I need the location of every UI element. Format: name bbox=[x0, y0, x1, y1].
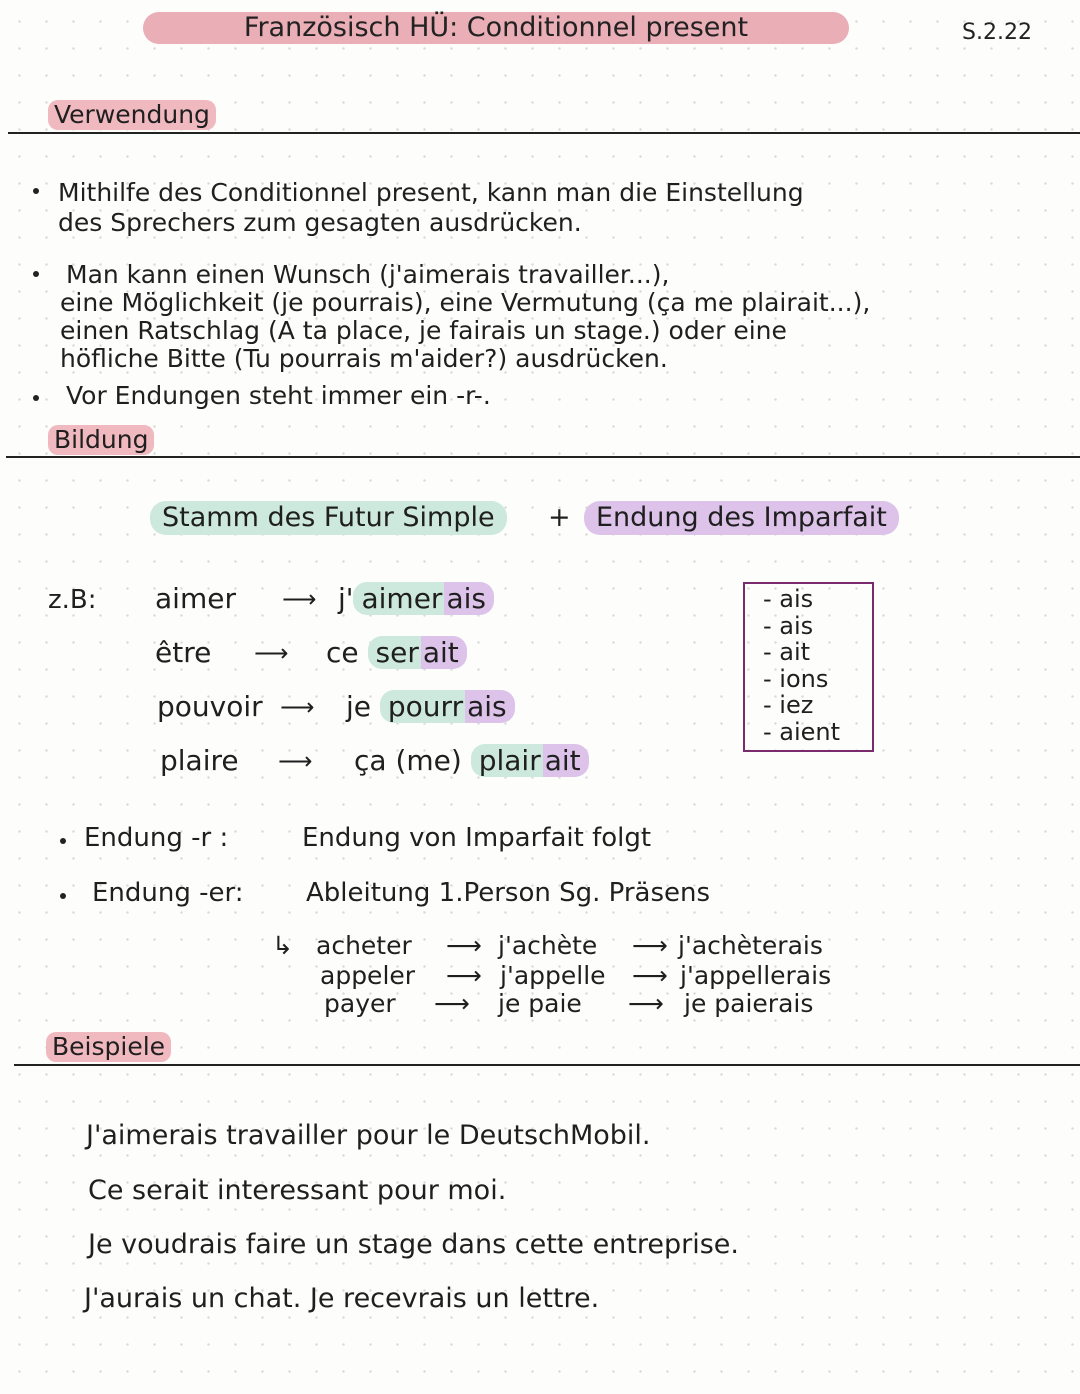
formula-stem: Stamm des Futur Simple bbox=[150, 501, 507, 535]
result-prefix: ce bbox=[326, 636, 368, 669]
section-divider bbox=[14, 1064, 1080, 1066]
derivation-present: je paie bbox=[498, 989, 582, 1018]
ending-item: - ais bbox=[763, 611, 814, 640]
example-result bbox=[326, 636, 467, 670]
section-divider bbox=[8, 132, 1080, 134]
example-result bbox=[354, 744, 589, 778]
rule-1-text: Endung von Imparfait folgt bbox=[302, 823, 652, 853]
derivation-infinitive: acheter bbox=[316, 931, 412, 960]
arrow-icon: ⟶ bbox=[278, 747, 313, 775]
example-verb: aimer bbox=[155, 582, 236, 615]
verwendung-bullet-2-line-4: höfliche Bitte (Tu pourrais m'aider?) ausdrücken. bbox=[60, 344, 668, 373]
ending-highlight: ait bbox=[543, 744, 589, 777]
example-verb: plaire bbox=[160, 744, 239, 777]
example-sentence: Ce serait interessant pour moi. bbox=[88, 1175, 507, 1206]
derivation-present: j'achète bbox=[498, 931, 598, 960]
rule-1-label: Endung -r : bbox=[84, 823, 229, 853]
derivation-infinitive: appeler bbox=[320, 961, 416, 990]
formula-plus: + bbox=[548, 502, 571, 533]
verwendung-bullet-2-line-2: eine Möglichkeit (je pourrais), eine Vermutung (ça me plairait...), bbox=[60, 288, 871, 317]
stem-highlight: pourr bbox=[380, 690, 465, 723]
section-heading-bildung: Bildung bbox=[48, 425, 154, 455]
example-verb: être bbox=[155, 636, 212, 669]
example-result bbox=[338, 582, 494, 616]
verwendung-bullet-1-line-1: Mithilfe des Conditionnel present, kann man die Einstellung bbox=[58, 178, 804, 207]
arrow-icon: ⟶ bbox=[282, 585, 317, 613]
derivation-conditional: j'achèterais bbox=[678, 931, 823, 960]
example-verb: pouvoir bbox=[157, 690, 263, 723]
ending-highlight: ais bbox=[465, 690, 515, 723]
rule-2-text: Ableitung 1.Person Sg. Präsens bbox=[306, 878, 711, 908]
verwendung-bullet-1-line-2: des Sprechers zum gesagten ausdrücken. bbox=[58, 208, 582, 237]
rule-2-label: Endung -er: bbox=[92, 878, 244, 908]
derivation-present: j'appelle bbox=[500, 961, 606, 990]
derivation-infinitive: payer bbox=[324, 989, 396, 1018]
ending-item: - ions bbox=[763, 664, 829, 693]
derivation-conditional: j'appellerais bbox=[680, 961, 832, 990]
arrow-icon: ⟶ bbox=[446, 931, 482, 960]
arrow-icon: ⟶ bbox=[632, 931, 668, 960]
date-label: S.2.22 bbox=[962, 20, 1032, 45]
ending-item: - aient bbox=[763, 717, 841, 746]
result-prefix: ça (me) bbox=[354, 744, 471, 777]
ending-highlight: ais bbox=[444, 582, 494, 615]
verwendung-bullet-3: Vor Endungen steht immer ein -r-. bbox=[66, 381, 491, 410]
arrow-icon: ⟶ bbox=[628, 989, 664, 1018]
derivation-conditional: je paierais bbox=[684, 989, 814, 1018]
example-sentence: Je voudrais faire un stage dans cette entreprise. bbox=[88, 1229, 739, 1260]
section-heading-beispiele: Beispiele bbox=[46, 1032, 171, 1062]
arrow-icon: ⟶ bbox=[632, 961, 668, 990]
result-prefix: je bbox=[346, 690, 380, 723]
section-divider bbox=[6, 456, 1080, 458]
ending-item: - ait bbox=[763, 638, 811, 666]
formula-ending: Endung des Imparfait bbox=[584, 501, 899, 535]
stem-highlight: aimer bbox=[353, 582, 444, 615]
result-prefix: j' bbox=[338, 582, 354, 615]
stem-highlight: plair bbox=[471, 744, 543, 777]
bullet-dot bbox=[33, 188, 39, 194]
example-result bbox=[346, 690, 515, 724]
example-sentence: J'aimerais travailler pour le DeutschMobil. bbox=[86, 1120, 651, 1151]
bullet-dot bbox=[33, 395, 39, 401]
example-sentence: J'aurais un chat. Je recevrais un lettre. bbox=[84, 1283, 600, 1314]
ending-item: - iez bbox=[763, 691, 814, 719]
derivation-lead-icon: ↳ bbox=[272, 931, 293, 960]
bullet-dot bbox=[60, 838, 66, 844]
page-title: Französisch HÜ: Conditionnel present bbox=[143, 12, 849, 44]
verwendung-bullet-2-line-3: einen Ratschlag (A ta place, je fairais un stage.) oder eine bbox=[60, 316, 787, 345]
section-heading-verwendung: Verwendung bbox=[48, 100, 216, 130]
bullet-dot bbox=[60, 893, 66, 899]
ending-highlight: ait bbox=[421, 636, 467, 669]
arrow-icon: ⟶ bbox=[280, 693, 315, 721]
arrow-icon: ⟶ bbox=[434, 989, 470, 1018]
arrow-icon: ⟶ bbox=[254, 639, 289, 667]
zb-label: z.B: bbox=[48, 585, 97, 615]
ending-item: - ais bbox=[763, 585, 814, 613]
verwendung-bullet-2-line-1: Man kann einen Wunsch (j'aimerais travailler...), bbox=[66, 260, 670, 289]
arrow-icon: ⟶ bbox=[446, 961, 482, 990]
imparfait-endings-box bbox=[743, 582, 874, 752]
bullet-dot bbox=[33, 271, 39, 277]
stem-highlight: ser bbox=[368, 636, 421, 669]
